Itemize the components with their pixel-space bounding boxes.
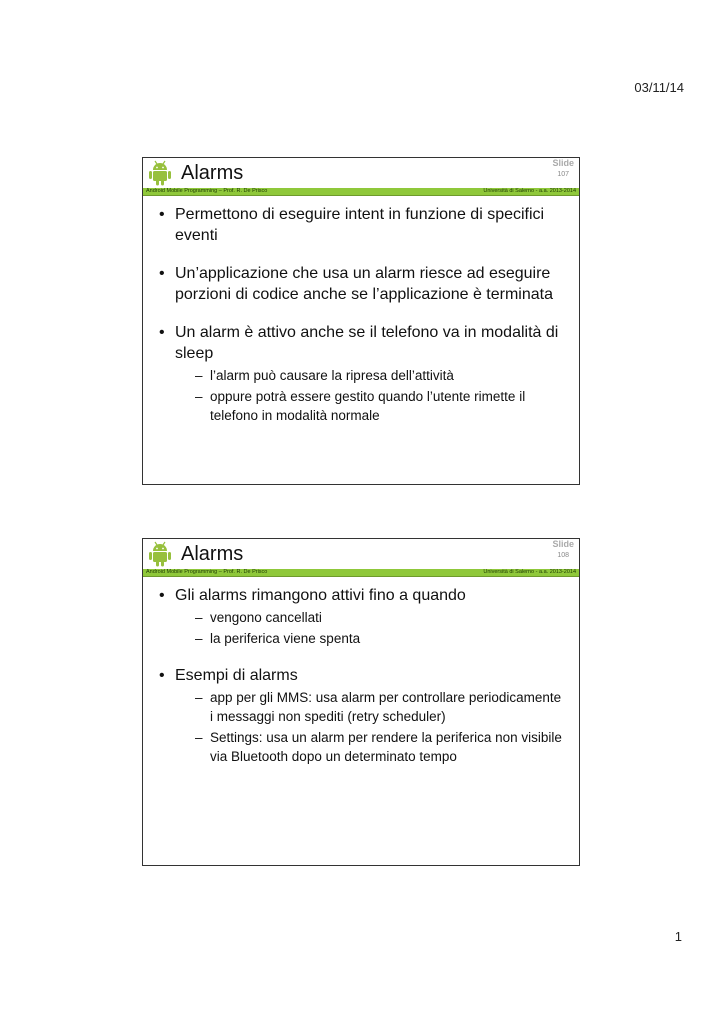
- sub-bullet-item: – la periferica viene spenta: [175, 629, 565, 648]
- sub-bullet-list: [175, 688, 565, 766]
- slide-number: 108: [557, 552, 569, 559]
- bullet-item: [155, 665, 565, 766]
- sub-bullet-item: – l’alarm può causare la ripresa dell’attività: [175, 366, 565, 385]
- bullet-text: • Un alarm è attivo anche se il telefono va in modalità di sleep: [175, 324, 559, 362]
- bullet-item: [155, 204, 565, 246]
- course-credit: Android Mobile Programming – Prof. R. De Prisco: [146, 188, 268, 194]
- page-date: 03/11/14: [634, 80, 684, 95]
- slide-body: [143, 196, 579, 425]
- slide-header: [143, 158, 579, 188]
- page-number: 1: [674, 929, 682, 944]
- slide-footer-bar: [143, 569, 579, 577]
- slide-108: [142, 538, 580, 866]
- bullet-text: • Esempi di alarms: [175, 667, 298, 684]
- android-robot-icon: [148, 160, 172, 186]
- bullet-text: • Un’applicazione che usa un alarm riesce ad eseguire porzioni di codice anche se l’applicazione è terminata: [175, 265, 553, 303]
- sub-bullet-item: – Settings: usa un alarm per rendere la periferica non visibile via Bluetooth dopo un determinato tempo: [175, 728, 565, 766]
- slide-title: Alarms: [181, 162, 244, 184]
- bullet-text: • Permettono di eseguire intent in funzione di specifici eventi: [175, 206, 545, 244]
- slide-footer-bar: [143, 188, 579, 196]
- sub-bullet-item: – vengono cancellati: [175, 608, 565, 627]
- sub-bullet-item: – oppure potrà essere gestito quando l’utente rimette il telefono in modalità normale: [175, 387, 565, 425]
- bullet-text: • Gli alarms rimangono attivi fino a quando: [175, 587, 466, 604]
- slide-header: [143, 539, 579, 569]
- slide-body: [143, 577, 579, 766]
- bullet-item: [155, 322, 565, 425]
- android-robot-icon: [148, 541, 172, 567]
- university-credit: Università di Salerno - a.a. 2013-2014: [483, 569, 576, 575]
- sub-bullet-list: [175, 608, 565, 648]
- course-credit: Android Mobile Programming – Prof. R. De Prisco: [146, 569, 268, 575]
- sub-bullet-item: – app per gli MMS: usa alarm per controllare periodicamente i messaggi non spediti (retry scheduler): [175, 688, 565, 726]
- slide-107: [142, 157, 580, 485]
- bullet-item: [155, 263, 565, 305]
- sub-bullet-list: [175, 366, 565, 425]
- slide-title: Alarms: [181, 543, 244, 565]
- bullet-item: [155, 585, 565, 648]
- slide-label: Slide: [552, 539, 574, 549]
- slide-label: Slide: [552, 158, 574, 168]
- slide-number: 107: [557, 171, 569, 178]
- university-credit: Università di Salerno - a.a. 2013-2014: [483, 188, 576, 194]
